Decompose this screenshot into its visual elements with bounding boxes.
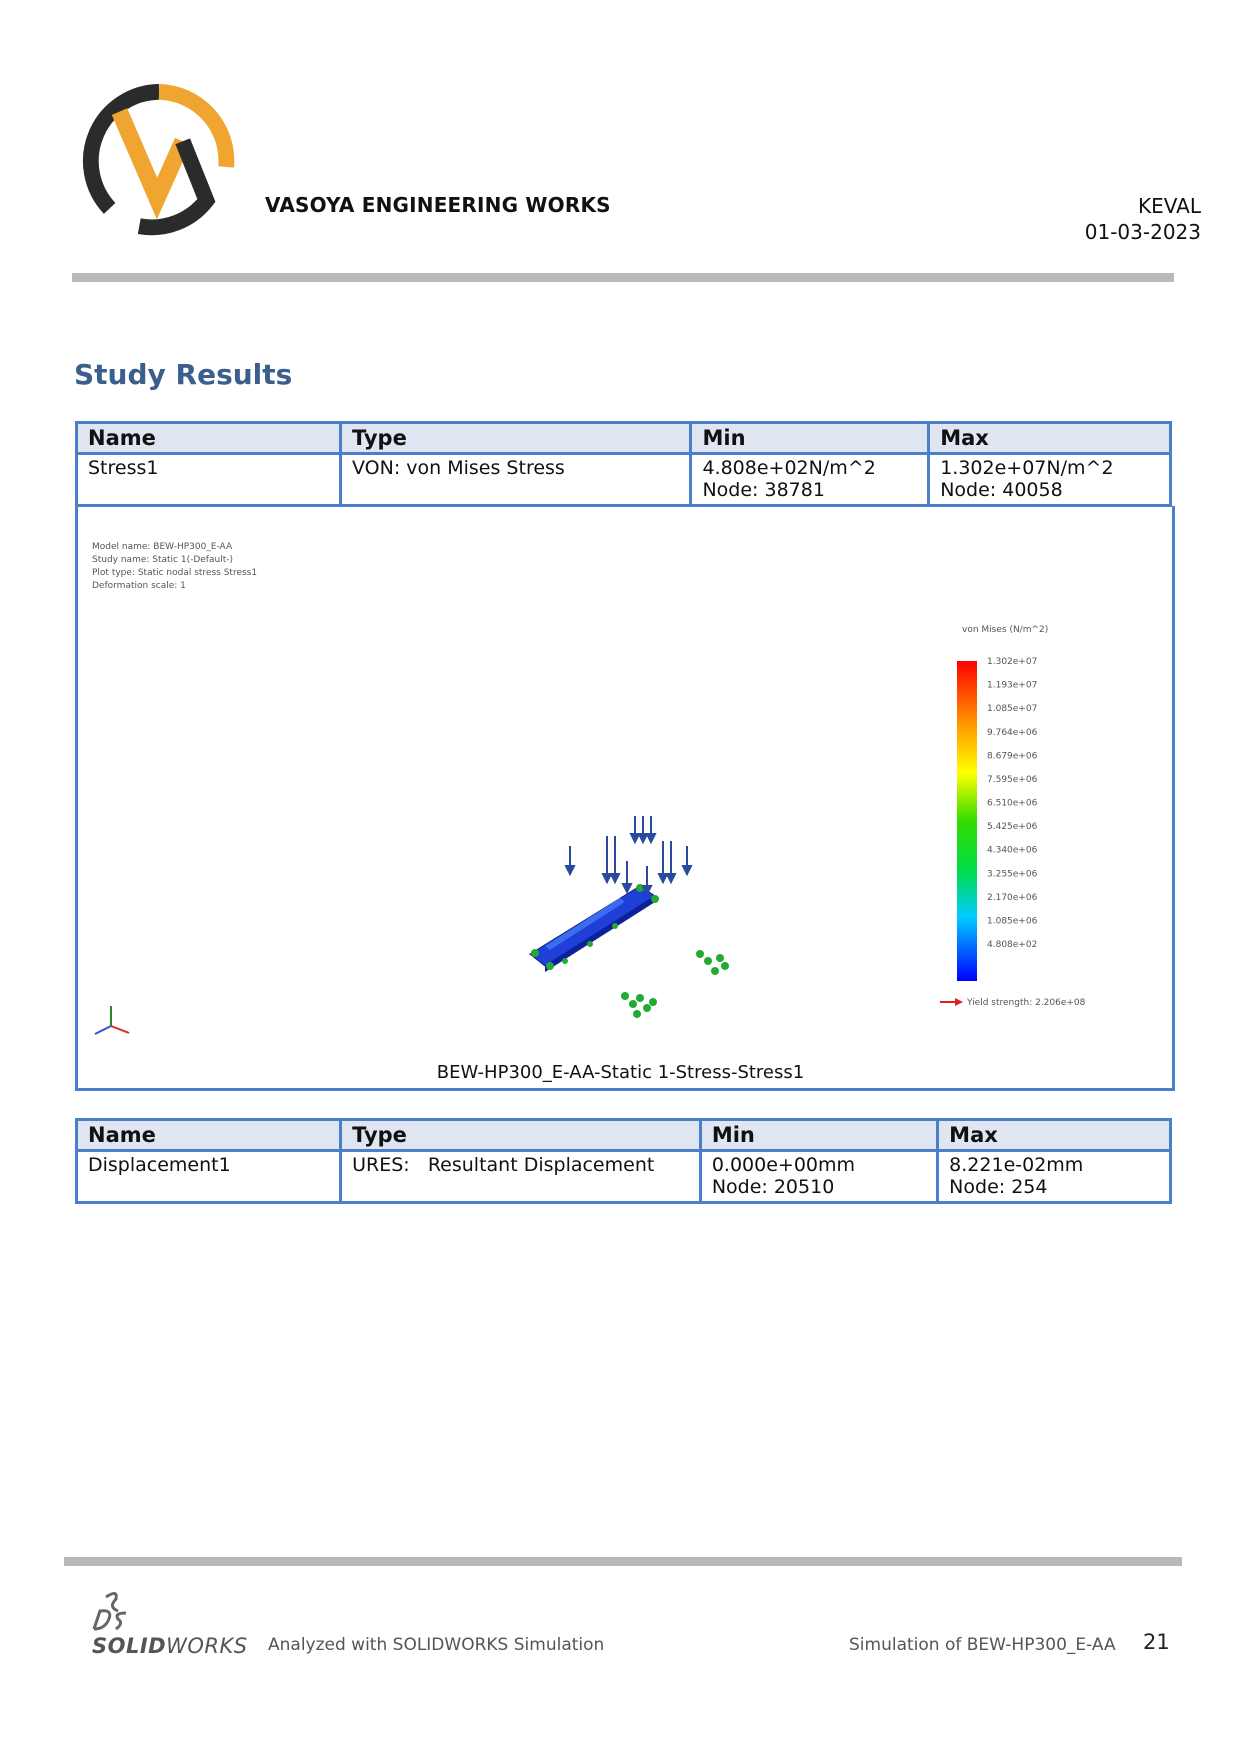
plot-meta-type: Plot type: Static nodal stress Stress1: [92, 568, 258, 578]
legend-tick-labels: [987, 657, 1038, 950]
cell-type: URES: Resultant Displacement: [341, 1151, 701, 1203]
table-header-row: [77, 423, 1171, 454]
legend-tick-label: 9.764e+06: [987, 727, 1038, 738]
min-value: 0.000e+00mm: [711, 1154, 856, 1176]
fixture-symbols: [621, 950, 729, 1018]
legend-colorbar: [957, 661, 977, 981]
cell-name: Stress1: [77, 454, 341, 506]
header-min: Min: [691, 423, 929, 454]
displacement-results-table: [75, 1118, 1172, 1204]
legend-tick-label: 1.302e+07: [987, 657, 1038, 667]
author-name: KEVAL: [1138, 194, 1201, 218]
brand-suffix: WORKS: [166, 1634, 248, 1658]
legend-tick-label: 5.425e+06: [987, 822, 1038, 833]
min-value: 4.808e+02N/m^2: [702, 457, 876, 479]
simulation-title-text: Simulation of BEW-HP300_E-AA: [849, 1635, 1116, 1655]
max-node: Node: 40058: [940, 479, 1063, 501]
yield-strength-label: Yield strength: 2.206e+08: [967, 998, 1086, 1008]
stress-results-table: [75, 421, 1172, 507]
brand-prefix: SOLID: [92, 1634, 167, 1658]
legend-tick-label: 1.085e+07: [987, 704, 1038, 715]
legend-tick-label: 6.510e+06: [987, 798, 1038, 809]
header-type: Type: [341, 423, 691, 454]
legend-tick-label: 4.340e+06: [987, 845, 1038, 856]
cell-name: Displacement1: [77, 1151, 341, 1203]
min-node: Node: 38781: [702, 479, 825, 501]
yield-arrow-icon: [940, 998, 963, 1006]
plot-meta-scale: Deformation scale: 1: [92, 581, 186, 591]
cell-max: [938, 1151, 1171, 1203]
legend-tick-label: 7.595e+06: [987, 774, 1038, 785]
company-logo: [80, 82, 238, 240]
legend-tick-label: 4.808e+02: [987, 940, 1038, 950]
plot-caption: BEW-HP300_E-AA-Static 1-Stress-Stress1: [436, 1062, 805, 1083]
page-number: 21: [1143, 1630, 1170, 1654]
company-name: VASOYA ENGINEERING WORKS: [265, 193, 611, 217]
max-node: Node: 254: [949, 1176, 1048, 1198]
plot-meta-study: Study name: Static 1(-Default-): [92, 555, 233, 565]
header-max: Max: [929, 423, 1171, 454]
axis-triad-icon: [95, 1006, 129, 1034]
analyzed-with-text: Analyzed with SOLIDWORKS Simulation: [268, 1635, 605, 1655]
section-title: Study Results: [74, 358, 293, 391]
cell-min: [691, 454, 929, 506]
header-divider: [72, 273, 1174, 282]
header-name: Name: [77, 423, 341, 454]
report-date: 01-03-2023: [1084, 220, 1201, 244]
cell-type: VON: von Mises Stress: [341, 454, 691, 506]
model-part: [530, 884, 659, 972]
legend-tick-label: 2.170e+06: [987, 892, 1038, 903]
min-node: Node: 20510: [711, 1176, 835, 1198]
legend-tick-label: 8.679e+06: [987, 751, 1038, 762]
legend-tick-label: 1.193e+07: [987, 680, 1038, 691]
stress-plot: [75, 506, 1169, 1088]
header-name: Name: [77, 1120, 341, 1151]
solidworks-wordmark: [92, 1634, 248, 1658]
table-row: [77, 454, 1171, 506]
table-row: [77, 1151, 1171, 1203]
max-value: 1.302e+07N/m^2: [940, 457, 1114, 479]
cell-min: [700, 1151, 937, 1203]
table-header-row: [77, 1120, 1171, 1151]
plot-meta-model: Model name: BEW-HP300_E-AA: [92, 542, 233, 552]
header-type: Type: [341, 1120, 701, 1151]
cell-max: [929, 454, 1171, 506]
legend-tick-label: 1.085e+06: [987, 916, 1038, 927]
legend-tick-label: 3.255e+06: [987, 869, 1038, 880]
max-value: 8.221e-02mm: [949, 1154, 1084, 1176]
load-arrows: [566, 816, 691, 894]
header-min: Min: [700, 1120, 937, 1151]
header-max: Max: [938, 1120, 1171, 1151]
footer-divider: [64, 1557, 1182, 1566]
legend-title: von Mises (N/m^2): [962, 625, 1049, 635]
author-date-block: [1085, 193, 1201, 245]
